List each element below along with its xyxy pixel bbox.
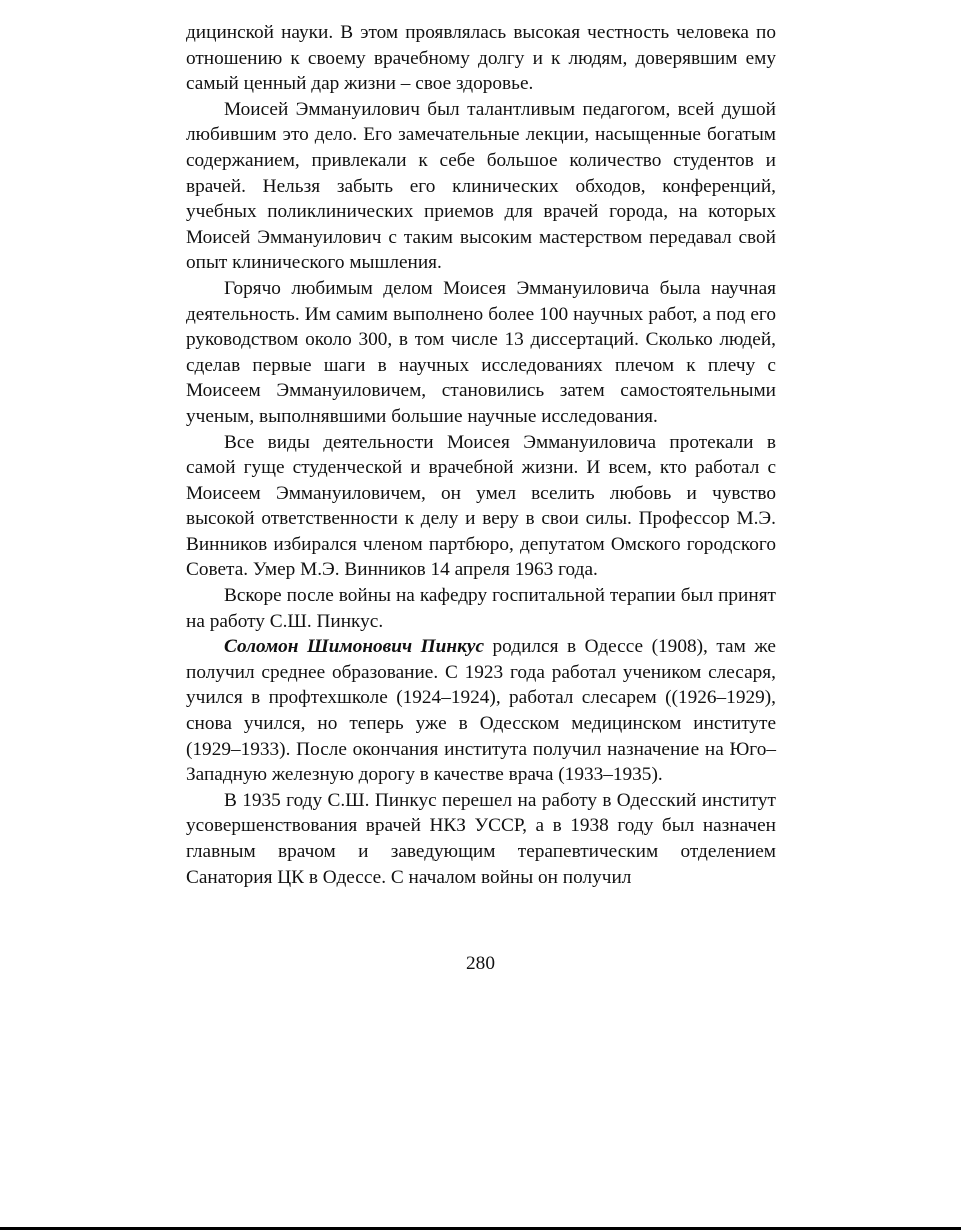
paragraph: В 1935 году С.Ш. Пинкус перешел на работу в Одесский институт усовершенствования врачей НКЗ УССР, а в 1938 году был назначен главным врачом и заведующим терапевтическим отделением Санатория ЦК в Одессе. С началом войны он получил xyxy=(186,789,776,888)
document-page xyxy=(186,20,776,890)
paragraph: Моисей Эммануилович был талантливым педагогом, всей душой любившим это дело. Его замечательные лекции, насыщенные богатым содержанием, привлекали к себе большое количество студентов и врачей. Нельзя забыть его клинических обходов, конференций, учебных поликлинических приемов для врачей города, на которых Моисей Эммануилович с таким высоким мастерством передавал свой опыт клинического мышления. xyxy=(186,98,776,274)
paragraph: Горячо любимым делом Моисея Эммануиловича была научная деятельность. Им самим выполнено более 100 научных работ, а под его руководством около 300, в том числе 13 диссертаций. Сколько людей, сделав первые шаги в научных исследованиях плечом к плечу с Моисеем Эммануиловичем, становились затем самостоятельными ученым, выполнявшими большие научные исследования. xyxy=(186,277,776,427)
paragraph-with-person-name xyxy=(186,634,776,788)
page-number: 280 xyxy=(466,953,495,974)
person-name: Соломон Шимонович Пинкус xyxy=(224,636,484,658)
paragraph: дицинской науки. В этом проявлялась высокая честность человека по отношению к своему врачебному долгу и к людям, доверявшим ему самый ценный дар жизни – свое здоровье. xyxy=(186,22,776,95)
paragraph: Вскоре после войны на кафедру госпитальной терапии был принят на работу С.Ш. Пинкус. xyxy=(186,585,776,632)
paragraph: Все виды деятельности Моисея Эммануиловича протекали в самой гуще студенческой и врачебной жизни. И всем, кто работал с Моисеем Эммануиловичем, он умел вселить любовь и чувство высокой ответственности к делу и веру в свои силы. Профессор М.Э. Винников избирался членом партбюро, депутатом Омского городского Совета. Умер М.Э. Винников 14 апреля 1963 года. xyxy=(186,431,776,581)
paragraph-text: родился в Одессе (1908), там же получил среднее образование. С 1923 года работал учеником слесаря, учился в профтехшколе (1924–1924), работал слесарем ((1926–1929), снова учился, но теперь уже в Одесском медицинском институте (1929–1933). После окончания института получил назначение на Юго–Западную железную дорогу в качестве врача (1933–1935). xyxy=(186,636,776,786)
